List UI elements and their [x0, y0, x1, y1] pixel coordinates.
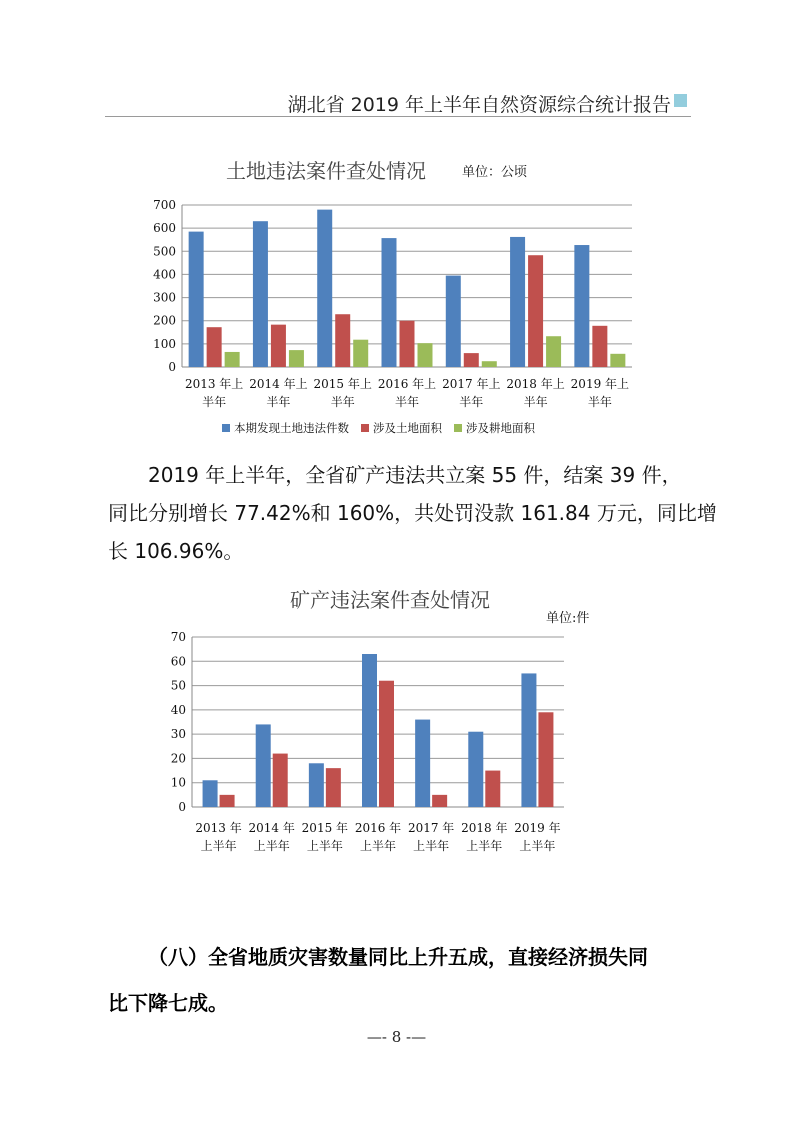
x-tick-label: 2017 年上: [442, 377, 501, 391]
bar: [610, 354, 625, 367]
header-accent-square: [674, 94, 687, 107]
x-tick-label: 上半年: [359, 839, 397, 853]
x-tick-label: 2015 年: [301, 821, 349, 835]
y-tick-label: 100: [153, 336, 176, 351]
y-tick-label: 0: [178, 800, 186, 814]
y-tick-label: 50: [170, 678, 186, 693]
y-tick-label: 30: [170, 727, 186, 742]
x-tick-label: 2013 年: [195, 821, 242, 835]
x-tick-label: 2018 年: [461, 821, 508, 835]
bar: [273, 754, 288, 807]
x-tick-label: 半年: [266, 395, 291, 409]
bar: [538, 712, 553, 807]
section-heading: [108, 934, 698, 1026]
bar: [203, 780, 218, 807]
bar: [432, 795, 447, 807]
bar: [446, 276, 461, 367]
x-tick-label: 上半年: [413, 839, 450, 853]
x-tick-label: 2015 年上: [313, 377, 372, 391]
x-tick-label: 半年: [202, 395, 227, 409]
bar: [592, 326, 607, 367]
y-tick-label: 20: [170, 751, 186, 766]
x-tick-label: 2014 年上: [249, 377, 308, 391]
bar: [468, 732, 483, 807]
bar: [379, 681, 394, 807]
bar: [271, 325, 286, 367]
legend-label: 本期发现土地违法件数: [234, 421, 349, 435]
page-number: —- 8 -—: [366, 1028, 427, 1046]
heading-line: 比下降七成。: [108, 991, 228, 1015]
chart-unit-label: 单位：公顷: [462, 165, 528, 180]
y-tick-label: 70: [170, 630, 186, 644]
y-tick-label: 600: [153, 221, 176, 236]
land-violation-chart: [140, 150, 660, 445]
bar: [521, 673, 536, 807]
y-tick-label: 300: [153, 290, 176, 305]
x-tick-label: 2018 年上: [506, 377, 565, 391]
bar: [382, 238, 397, 367]
bar: [415, 720, 430, 807]
legend-swatch: [361, 424, 369, 432]
y-tick-label: 40: [170, 702, 186, 717]
report-title: 湖北省 2019 年上半年自然资源综合统计报告: [287, 94, 671, 116]
bar: [225, 352, 240, 367]
mineral-violation-chart: [150, 582, 620, 862]
bar: [335, 314, 350, 367]
x-tick-label: 2017 年: [407, 821, 455, 835]
bar: [418, 343, 433, 367]
y-tick-label: 200: [153, 313, 176, 328]
x-tick-label: 2013 年上: [184, 377, 244, 391]
bar: [309, 763, 324, 807]
y-tick-label: 500: [153, 244, 176, 259]
bar: [464, 353, 479, 367]
x-tick-label: 半年: [523, 395, 548, 409]
legend-label: 涉及土地面积: [373, 421, 442, 435]
bar: [253, 221, 268, 367]
x-tick-label: 半年: [587, 395, 612, 409]
legend-swatch: [454, 424, 462, 432]
chart-title: 土地违法案件查处情况: [226, 159, 426, 183]
y-tick-label: 0: [168, 360, 176, 374]
bar: [353, 340, 368, 367]
bar: [256, 724, 271, 807]
bar: [189, 232, 204, 367]
x-tick-label: 半年: [459, 395, 484, 409]
bar: [317, 210, 332, 367]
chart-title: 矿产违法案件查处情况: [290, 588, 490, 612]
x-tick-label: 2019 年上: [570, 377, 630, 391]
x-tick-label: 上半年: [519, 839, 556, 853]
bar: [546, 336, 561, 367]
bar: [485, 771, 500, 807]
x-tick-label: 半年: [330, 395, 355, 409]
legend-swatch: [222, 424, 230, 432]
x-tick-label: 2019 年: [514, 821, 561, 835]
bar: [528, 255, 543, 367]
x-tick-label: 2016 年上: [377, 377, 437, 391]
page-header: [105, 84, 691, 117]
paragraph-line: 长 106.96%。: [108, 539, 244, 563]
x-tick-label: 半年: [394, 395, 420, 409]
y-tick-label: 60: [170, 654, 186, 669]
bar: [326, 768, 341, 807]
y-tick-label: 10: [170, 775, 186, 790]
bar: [482, 361, 497, 367]
chart-unit-label: 单位:件: [546, 611, 590, 626]
x-tick-label: 上半年: [200, 839, 237, 853]
y-tick-label: 400: [153, 267, 176, 282]
body-paragraph: [108, 456, 717, 570]
bar: [400, 321, 415, 367]
x-tick-label: 上半年: [253, 839, 290, 853]
x-tick-label: 上半年: [466, 839, 503, 853]
x-tick-label: 上半年: [306, 839, 343, 853]
bar: [207, 327, 222, 367]
x-tick-label: 2014 年: [248, 821, 295, 835]
bar: [220, 795, 235, 807]
bar: [362, 654, 377, 807]
legend-label: 涉及耕地面积: [466, 421, 535, 435]
bar: [574, 245, 589, 367]
heading-line: （八）全省地质灾害数量同比上升五成，直接经济损失同: [148, 945, 648, 969]
y-tick-label: 700: [153, 198, 176, 212]
x-tick-label: 2016 年: [354, 821, 402, 835]
paragraph-line: 2019 年上半年，全省矿产违法共立案 55 件，结案 39 件，: [148, 463, 682, 487]
bar: [289, 350, 304, 367]
bar: [510, 237, 525, 367]
paragraph-line: 同比分别增长 77.42%和 160%，共处罚没款 161.84 万元，同比增: [108, 501, 717, 525]
